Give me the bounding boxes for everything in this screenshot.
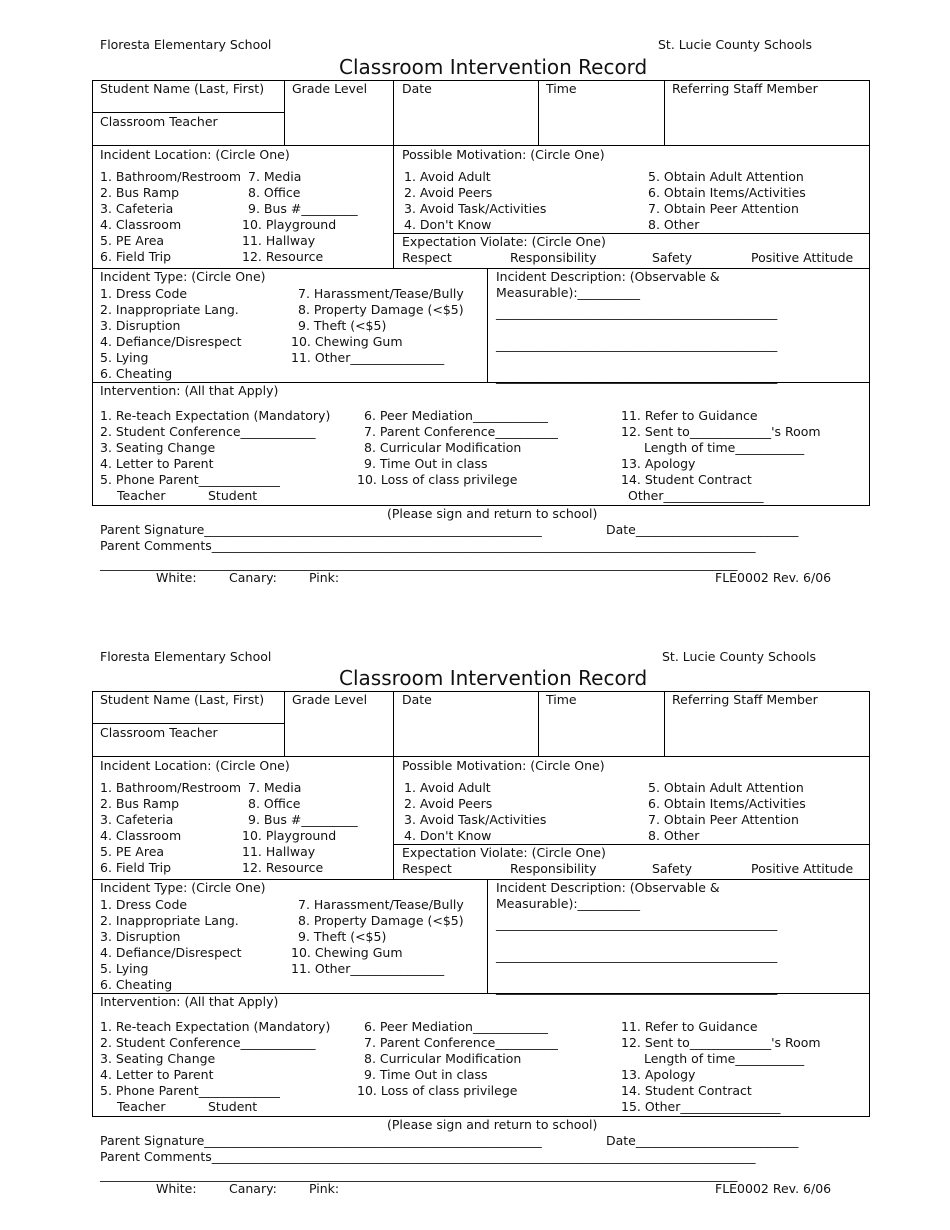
expectation-option[interactable]: Positive Attitude — [751, 250, 854, 265]
description-line[interactable]: _____________________________________________ — [496, 369, 778, 384]
motivation-option[interactable]: 1. Avoid Adult — [404, 780, 491, 795]
intervention-option[interactable]: 5. Phone Parent_____________ — [100, 1083, 280, 1098]
type-option[interactable]: 7. Harassment/Tease/Bully — [298, 897, 464, 912]
type-option[interactable]: 2. Inappropriate Lang. — [100, 913, 239, 928]
parent-comments-field[interactable]: Parent Comments_______________________________________________________________________________________ — [100, 1149, 756, 1164]
intervention-option[interactable]: 14. Student Contract — [621, 472, 752, 487]
motivation-heading: Possible Motivation: (Circle One) — [402, 758, 605, 773]
description-line[interactable]: _____________________________________________ — [496, 980, 778, 995]
location-option[interactable]: 3. Cafeteria — [100, 201, 174, 216]
form-title: Classroom Intervention Record — [339, 666, 648, 690]
length-of-time-field[interactable]: Length of time___________ — [644, 1051, 805, 1066]
motivation-option[interactable]: 8. Other — [648, 828, 700, 843]
type-option[interactable]: 11. Other_______________ — [291, 961, 445, 976]
intervention-option[interactable]: 1. Re-teach Expectation (Mandatory) — [100, 1019, 331, 1034]
location-option[interactable]: 8. Office — [248, 185, 301, 200]
description-heading-cont[interactable]: Measurable):__________ — [496, 896, 641, 911]
type-option[interactable]: 10. Chewing Gum — [291, 334, 403, 349]
type-option[interactable]: 5. Lying — [100, 350, 149, 365]
intervention-option[interactable]: 1. Re-teach Expectation (Mandatory) — [100, 408, 331, 423]
return-note: (Please sign and return to school) — [387, 506, 598, 521]
location-option[interactable]: 1. Bathroom/Restroom — [100, 169, 242, 184]
location-option[interactable]: 4. Classroom — [100, 217, 182, 232]
intervention-option[interactable]: 13. Apology — [621, 456, 696, 471]
description-line[interactable]: _____________________________________________ — [496, 305, 778, 320]
type-heading: Incident Type: (Circle One) — [100, 269, 266, 284]
intervention-option[interactable]: 12. Sent to_____________'s Room — [621, 424, 821, 439]
phone-teacher-option[interactable]: Teacher — [117, 488, 166, 503]
location-option[interactable]: 8. Office — [248, 796, 301, 811]
form-title: Classroom Intervention Record — [339, 55, 648, 79]
type-option[interactable]: 5. Lying — [100, 961, 149, 976]
intervention-option[interactable]: 7. Parent Conference__________ — [364, 424, 558, 439]
expectation-option[interactable]: Respect — [402, 250, 452, 265]
intervention-option[interactable]: 3. Seating Change — [100, 1051, 216, 1066]
motivation-option[interactable]: 5. Obtain Adult Attention — [648, 780, 804, 795]
expectation-heading: Expectation Violate: (Circle One) — [402, 234, 606, 249]
student-name-field[interactable]: Student Name (Last, First) — [100, 692, 265, 707]
motivation-option[interactable]: 6. Obtain Items/Activities — [648, 185, 806, 200]
location-option[interactable]: 6. Field Trip — [100, 249, 172, 264]
parent-signature-field[interactable]: Parent Signature______________________________________________________ — [100, 522, 542, 537]
school-name: Floresta Elementary School — [100, 649, 272, 664]
description-line[interactable]: _____________________________________________ — [496, 337, 778, 352]
type-option[interactable]: 6. Cheating — [100, 366, 173, 381]
motivation-option[interactable]: 5. Obtain Adult Attention — [648, 169, 804, 184]
motivation-option[interactable]: 2. Avoid Peers — [404, 185, 493, 200]
form-number: FLE0002 Rev. 6/06 — [715, 1181, 832, 1196]
date-field[interactable]: Date — [402, 81, 432, 96]
referring-staff-field[interactable]: Referring Staff Member — [672, 692, 818, 707]
intervention-option[interactable]: 14. Student Contract — [621, 1083, 752, 1098]
intervention-option[interactable]: 2. Student Conference____________ — [100, 424, 316, 439]
type-option[interactable]: 1. Dress Code — [100, 286, 188, 301]
intervention-option[interactable]: 6. Peer Mediation____________ — [364, 408, 548, 423]
motivation-option[interactable]: 7. Obtain Peer Attention — [648, 201, 799, 216]
copy-pink: Pink: — [309, 570, 340, 585]
intervention-option[interactable]: 2. Student Conference____________ — [100, 1035, 316, 1050]
intervention-option[interactable]: 11. Refer to Guidance — [621, 408, 758, 423]
location-option[interactable]: 11. Hallway — [242, 844, 316, 859]
type-option[interactable]: 2. Inappropriate Lang. — [100, 302, 239, 317]
grade-level-field[interactable]: Grade Level — [292, 81, 368, 96]
type-option[interactable]: 1. Dress Code — [100, 897, 188, 912]
location-option[interactable]: 7. Media — [248, 169, 302, 184]
intervention-option[interactable]: 4. Letter to Parent — [100, 456, 214, 471]
intervention-option[interactable]: 8. Curricular Modification — [364, 440, 522, 455]
type-option[interactable]: 3. Disruption — [100, 318, 181, 333]
description-heading: Incident Description: (Observable & — [496, 880, 720, 895]
location-option[interactable]: 3. Cafeteria — [100, 812, 174, 827]
location-option[interactable]: 9. Bus #_________ — [248, 812, 358, 827]
motivation-option[interactable]: 3. Avoid Task/Activities — [404, 812, 547, 827]
time-field[interactable]: Time — [546, 692, 577, 707]
intervention-option[interactable]: 5. Phone Parent_____________ — [100, 472, 280, 487]
location-option[interactable]: 4. Classroom — [100, 828, 182, 843]
intervention-option[interactable]: 11. Refer to Guidance — [621, 1019, 758, 1034]
intervention-option[interactable]: 3. Seating Change — [100, 440, 216, 455]
expectation-option[interactable]: Responsibility — [510, 250, 597, 265]
type-option[interactable]: 6. Cheating — [100, 977, 173, 992]
expectation-option[interactable]: Safety — [652, 861, 692, 876]
motivation-option[interactable]: 8. Other — [648, 217, 700, 232]
type-option[interactable]: 7. Harassment/Tease/Bully — [298, 286, 464, 301]
copy-pink: Pink: — [309, 1181, 340, 1196]
motivation-option[interactable]: 6. Obtain Items/Activities — [648, 796, 806, 811]
location-option[interactable]: 2. Bus Ramp — [100, 185, 180, 200]
comments-line[interactable]: ______________________________________________________________________________________________________ — [100, 1167, 738, 1182]
location-option[interactable]: 10. Playground — [242, 217, 337, 232]
intervention-option[interactable]: 8. Curricular Modification — [364, 1051, 522, 1066]
description-heading-cont[interactable]: Measurable):__________ — [496, 285, 641, 300]
location-option[interactable]: 11. Hallway — [242, 233, 316, 248]
type-option[interactable]: 4. Defiance/Disrespect — [100, 945, 242, 960]
location-option[interactable]: 9. Bus #_________ — [248, 201, 358, 216]
parent-comments-field[interactable]: Parent Comments_______________________________________________________________________________________ — [100, 538, 756, 553]
intervention-option[interactable]: 4. Letter to Parent — [100, 1067, 214, 1082]
motivation-heading: Possible Motivation: (Circle One) — [402, 147, 605, 162]
location-option[interactable]: 12. Resource — [242, 249, 324, 264]
school-name: Floresta Elementary School — [100, 37, 272, 52]
intervention-option[interactable]: 9. Time Out in class — [364, 1067, 488, 1082]
type-option[interactable]: 8. Property Damage (<$5) — [298, 302, 464, 317]
phone-student-option[interactable]: Student — [208, 1099, 258, 1114]
location-option[interactable]: 2. Bus Ramp — [100, 796, 180, 811]
intervention-heading: Intervention: (All that Apply) — [100, 383, 279, 398]
motivation-option[interactable]: 1. Avoid Adult — [404, 169, 491, 184]
type-heading: Incident Type: (Circle One) — [100, 880, 266, 895]
copy-canary: Canary: — [229, 1181, 277, 1196]
copy-white: White: — [156, 1181, 197, 1196]
location-heading: Incident Location: (Circle One) — [100, 147, 290, 162]
date-field[interactable]: Date — [402, 692, 432, 707]
intervention-option[interactable]: 13. Apology — [621, 1067, 696, 1082]
phone-student-option[interactable]: Student — [208, 488, 258, 503]
intervention-other-field[interactable]: 15. Other________________ — [621, 1099, 781, 1114]
motivation-option[interactable]: 3. Avoid Task/Activities — [404, 201, 547, 216]
location-option[interactable]: 12. Resource — [242, 860, 324, 875]
copy-white: White: — [156, 570, 197, 585]
intervention-option[interactable]: 9. Time Out in class — [364, 456, 488, 471]
signature-date-field[interactable]: Date__________________________ — [606, 1133, 799, 1148]
time-field[interactable]: Time — [546, 81, 577, 96]
location-option[interactable]: 6. Field Trip — [100, 860, 172, 875]
referring-staff-field[interactable]: Referring Staff Member — [672, 81, 818, 96]
form-number: FLE0002 Rev. 6/06 — [715, 570, 832, 585]
classroom-teacher-field[interactable]: Classroom Teacher — [100, 725, 218, 740]
type-option[interactable]: 10. Chewing Gum — [291, 945, 403, 960]
classroom-teacher-field[interactable]: Classroom Teacher — [100, 114, 218, 129]
length-of-time-field[interactable]: Length of time___________ — [644, 440, 805, 455]
location-option[interactable]: 5. PE Area — [100, 233, 165, 248]
type-option[interactable]: 4. Defiance/Disrespect — [100, 334, 242, 349]
district-name: St. Lucie County Schools — [658, 37, 812, 52]
district-name: St. Lucie County Schools — [662, 649, 816, 664]
location-option[interactable]: 1. Bathroom/Restroom — [100, 780, 242, 795]
type-option[interactable]: 9. Theft (<$5) — [298, 929, 387, 944]
signature-date-field[interactable]: Date__________________________ — [606, 522, 799, 537]
grade-level-field[interactable]: Grade Level — [292, 692, 368, 707]
location-option[interactable]: 10. Playground — [242, 828, 337, 843]
type-option[interactable]: 3. Disruption — [100, 929, 181, 944]
intervention-heading: Intervention: (All that Apply) — [100, 994, 279, 1009]
description-line[interactable]: _____________________________________________ — [496, 948, 778, 963]
expectation-option[interactable]: Positive Attitude — [751, 861, 854, 876]
motivation-option[interactable]: 7. Obtain Peer Attention — [648, 812, 799, 827]
copy-canary: Canary: — [229, 570, 277, 585]
description-line[interactable]: _____________________________________________ — [496, 916, 778, 931]
motivation-option[interactable]: 4. Don't Know — [404, 217, 492, 232]
intervention-option[interactable]: 12. Sent to_____________'s Room — [621, 1035, 821, 1050]
expectation-heading: Expectation Violate: (Circle One) — [402, 845, 606, 860]
location-option[interactable]: 7. Media — [248, 780, 302, 795]
intervention-option[interactable]: 7. Parent Conference__________ — [364, 1035, 558, 1050]
type-option[interactable]: 11. Other_______________ — [291, 350, 445, 365]
location-heading: Incident Location: (Circle One) — [100, 758, 290, 773]
expectation-option[interactable]: Safety — [652, 250, 692, 265]
intervention-other-field[interactable]: Other________________ — [628, 488, 764, 503]
intervention-option[interactable]: 10. Loss of class privilege — [357, 472, 518, 487]
type-option[interactable]: 9. Theft (<$5) — [298, 318, 387, 333]
motivation-option[interactable]: 4. Don't Know — [404, 828, 492, 843]
comments-line[interactable]: ______________________________________________________________________________________________________ — [100, 556, 738, 571]
student-name-field[interactable]: Student Name (Last, First) — [100, 81, 265, 96]
description-heading: Incident Description: (Observable & — [496, 269, 720, 284]
return-note: (Please sign and return to school) — [387, 1117, 598, 1132]
motivation-option[interactable]: 2. Avoid Peers — [404, 796, 493, 811]
intervention-option[interactable]: 6. Peer Mediation____________ — [364, 1019, 548, 1034]
location-option[interactable]: 5. PE Area — [100, 844, 165, 859]
intervention-option[interactable]: 10. Loss of class privilege — [357, 1083, 518, 1098]
expectation-option[interactable]: Respect — [402, 861, 452, 876]
type-option[interactable]: 8. Property Damage (<$5) — [298, 913, 464, 928]
phone-teacher-option[interactable]: Teacher — [117, 1099, 166, 1114]
expectation-option[interactable]: Responsibility — [510, 861, 597, 876]
parent-signature-field[interactable]: Parent Signature______________________________________________________ — [100, 1133, 542, 1148]
